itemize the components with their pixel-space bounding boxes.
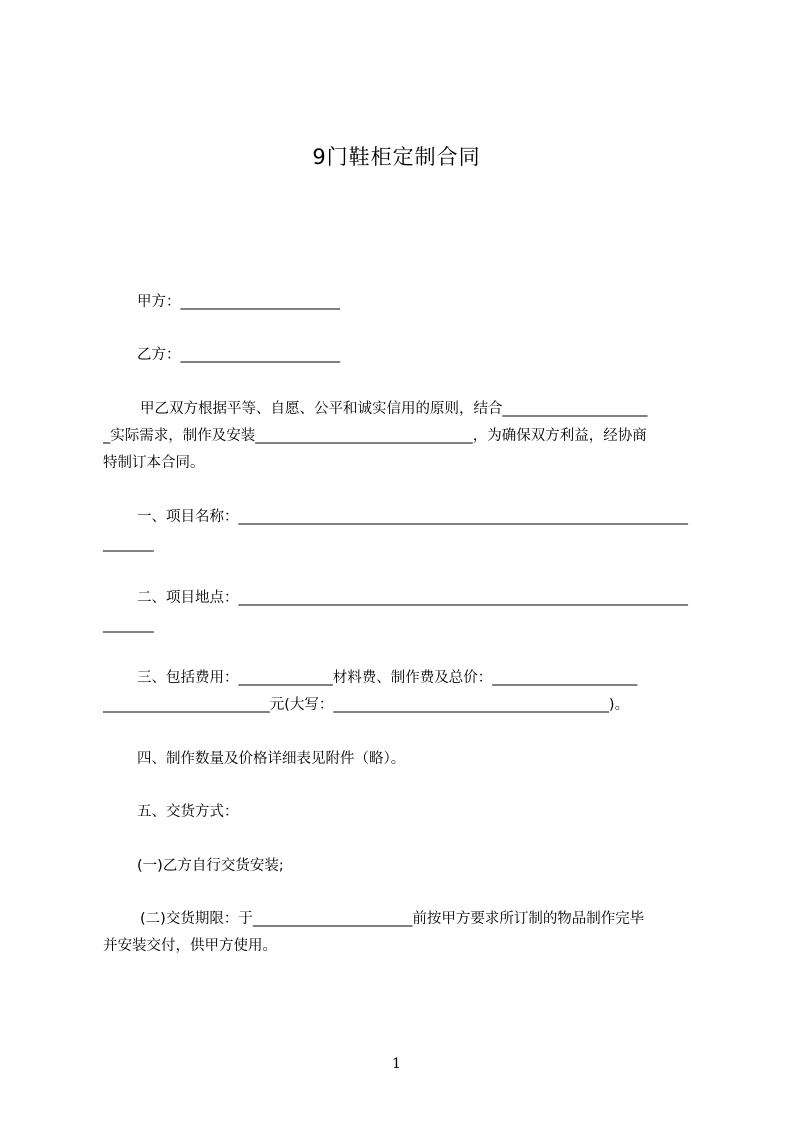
preamble-line-3: 特制订本合同。 [103, 455, 205, 471]
delivery-sub-item-2-line-1: (二)交货期限：于______________________前按甲方要求所订制的物品制作完毕 [140, 911, 645, 927]
party-a-line: 甲方：______________________ [137, 294, 340, 310]
item-project-name-line-2: _______ [103, 536, 154, 552]
delivery-sub-item-1: (一)乙方自行交货安装; [137, 858, 284, 874]
item-project-location-line-2: _______ [103, 617, 154, 633]
party-b-line: 乙方：______________________ [137, 347, 340, 363]
page-number: 1 [392, 1056, 401, 1072]
item-project-location-line-1: 二、项目地点：______________________________________________________________ [137, 590, 688, 606]
item-delivery-method: 五、交货方式： [137, 804, 239, 820]
preamble-line-1: 甲乙双方根据平等、自愿、公平和诚实信用的原则，结合____________________ [140, 401, 648, 417]
document-title: 9门鞋柜定制合同 [312, 145, 481, 169]
item-fees-line-2: _______________________元(大写：______________________________________)。 [103, 697, 630, 713]
preamble-line-2: _实际需求，制作及安装______________________________，为确保双方利益，经协商 [103, 428, 647, 444]
item-fees-line-1: 三、包括费用：_____________材料费、制作费及总价：____________________ [137, 670, 638, 686]
item-quantity-price: 四、制作数量及价格详细表见附件（略）。 [137, 751, 406, 767]
item-project-name-line-1: 一、项目名称：______________________________________________________________ [137, 509, 688, 525]
delivery-sub-item-2-line-2: 并安装交付，供甲方使用。 [103, 938, 277, 954]
